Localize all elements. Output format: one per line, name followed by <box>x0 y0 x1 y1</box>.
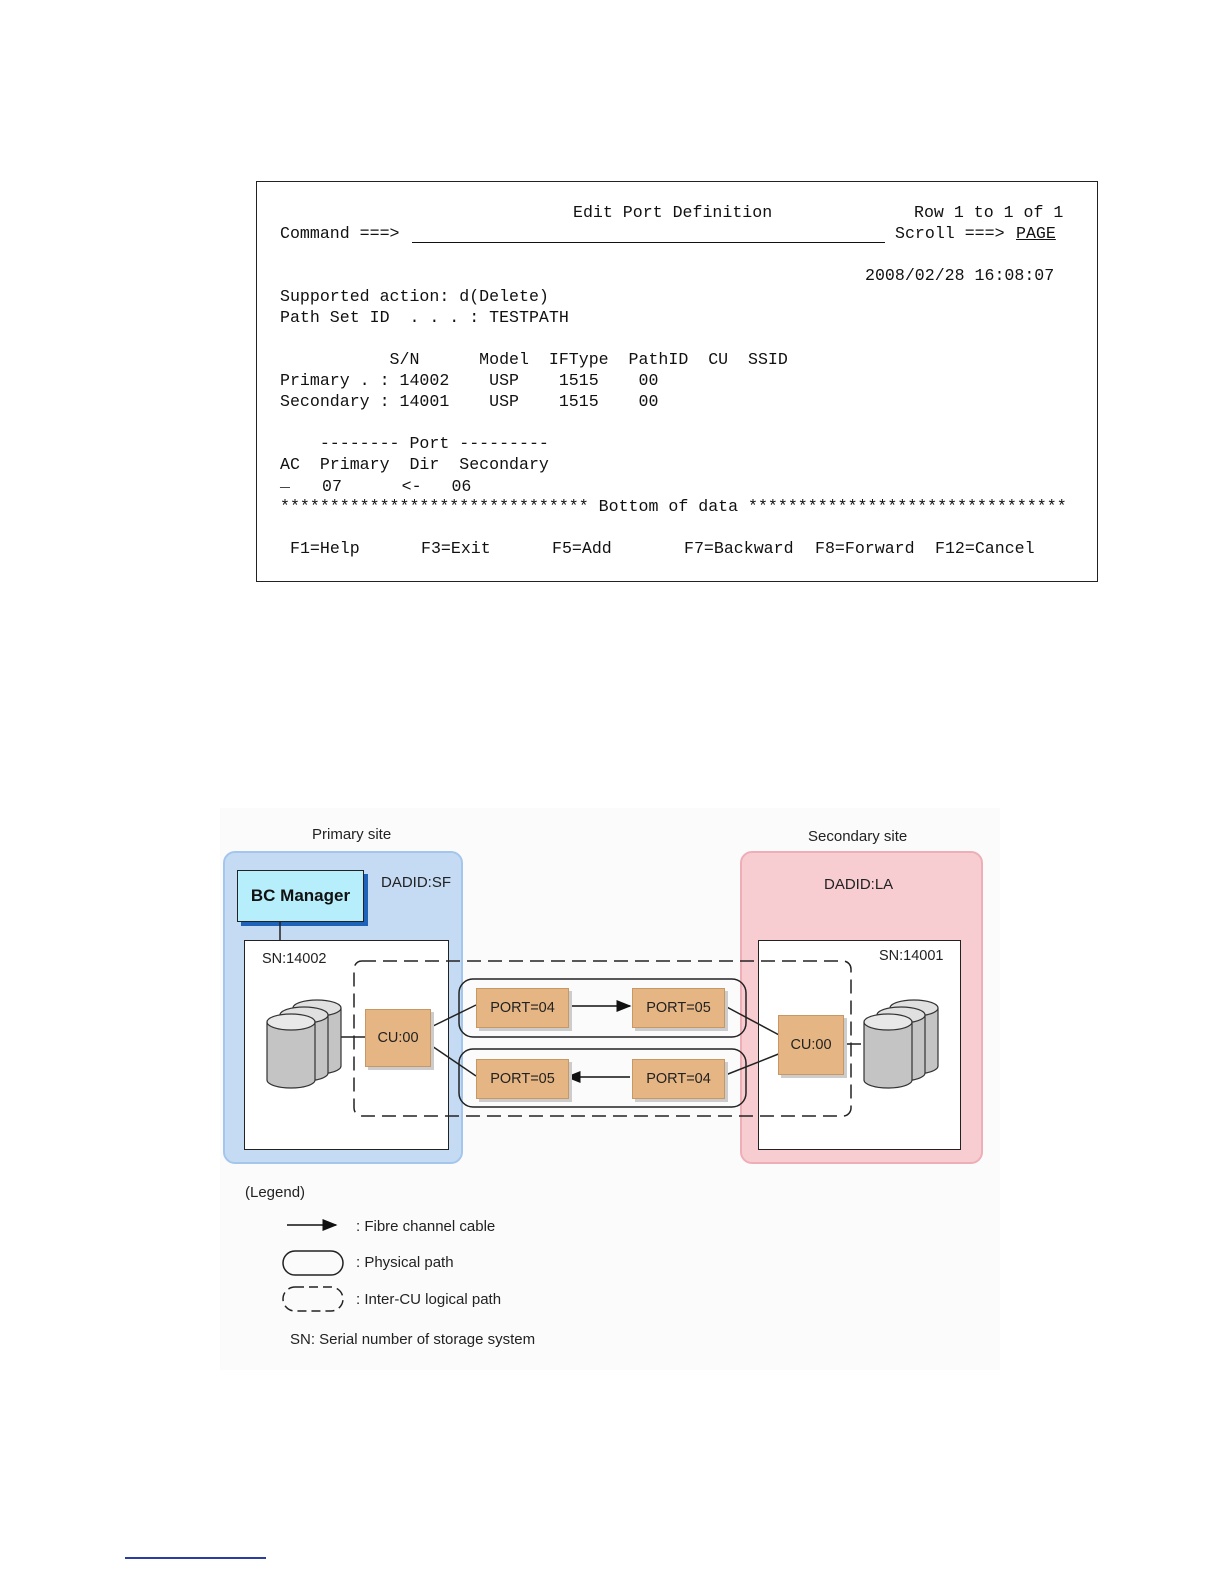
port-bottom-left: PORT=05 <box>476 1059 569 1099</box>
legend-title: (Legend) <box>245 1184 306 1201</box>
primary-sn: SN:14002 <box>262 951 327 967</box>
scroll-label: Scroll ===> <box>895 224 1005 243</box>
scroll-input[interactable]: PAGE <box>1016 224 1056 243</box>
bottom-of-data: ******************************* Bottom of data ******************************** <box>280 497 1067 516</box>
cu-link-4 <box>723 1053 781 1076</box>
fkey-exit[interactable]: F3=Exit <box>421 539 491 558</box>
path-diagram <box>220 808 1000 1370</box>
fkey-cancel[interactable]: F12=Cancel <box>935 539 1035 558</box>
fkey-backward[interactable]: F7=Backward <box>684 539 794 558</box>
footnote-rule <box>125 1557 266 1559</box>
command-label: Command ===> <box>280 224 400 243</box>
row-info: Row 1 to 1 of 1 <box>914 203 1064 222</box>
primary-disk-stack-icon <box>267 1000 341 1088</box>
secondary-sn: SN:14001 <box>879 948 944 964</box>
primary-dadid: DADID:SF <box>381 874 452 891</box>
port-header: -------- Port --------- <box>280 434 549 453</box>
fkey-add[interactable]: F5=Add <box>552 539 612 558</box>
secondary-row: Secondary : 14001 USP 1515 00 <box>280 392 659 411</box>
cu-link-3 <box>723 1005 781 1036</box>
panel-title: Edit Port Definition <box>573 203 773 222</box>
secondary-disk-stack-icon <box>864 1000 938 1088</box>
cu-link-1 <box>429 1005 476 1028</box>
port-columns: AC Primary Dir Secondary <box>280 455 549 474</box>
legend-logical-label: : Inter-CU logical path <box>356 1291 502 1308</box>
primary-cu: CU:00 <box>365 1009 431 1067</box>
legend-physical-label: : Physical path <box>356 1254 454 1271</box>
port-top-left: PORT=04 <box>476 988 569 1028</box>
primary-site-label: Primary site <box>312 826 392 843</box>
secondary-dadid: DADID:LA <box>824 876 894 893</box>
path-set-id: Path Set ID . . . : TESTPATH <box>280 308 569 327</box>
port-bottom-right: PORT=04 <box>632 1059 725 1099</box>
legend-physical-icon <box>283 1251 343 1275</box>
legend-sn-note: SN: Serial number of storage system <box>290 1331 536 1348</box>
table-header: S/N Model IFType PathID CU SSID <box>280 350 788 369</box>
timestamp: 2008/02/28 16:08:07 <box>865 266 1055 285</box>
fkey-forward[interactable]: F8=Forward <box>815 539 915 558</box>
diagram-lines <box>220 808 1000 1370</box>
port-top-right: PORT=05 <box>632 988 725 1028</box>
secondary-site-label: Secondary site <box>808 828 908 845</box>
primary-row: Primary . : 14002 USP 1515 00 <box>280 371 659 390</box>
edit-port-definition-panel <box>256 181 1098 582</box>
command-input[interactable] <box>412 242 885 243</box>
supported-action: Supported action: d(Delete) <box>280 287 549 306</box>
legend-fibre-label: : Fibre channel cable <box>356 1218 496 1235</box>
legend-logical-icon <box>283 1287 343 1311</box>
bc-manager-box: BC Manager <box>237 870 364 922</box>
ac-input[interactable]: _ <box>280 472 290 491</box>
port-row: 07 <- 06 <box>322 477 472 496</box>
fkey-help[interactable]: F1=Help <box>290 539 360 558</box>
secondary-cu: CU:00 <box>778 1015 844 1075</box>
